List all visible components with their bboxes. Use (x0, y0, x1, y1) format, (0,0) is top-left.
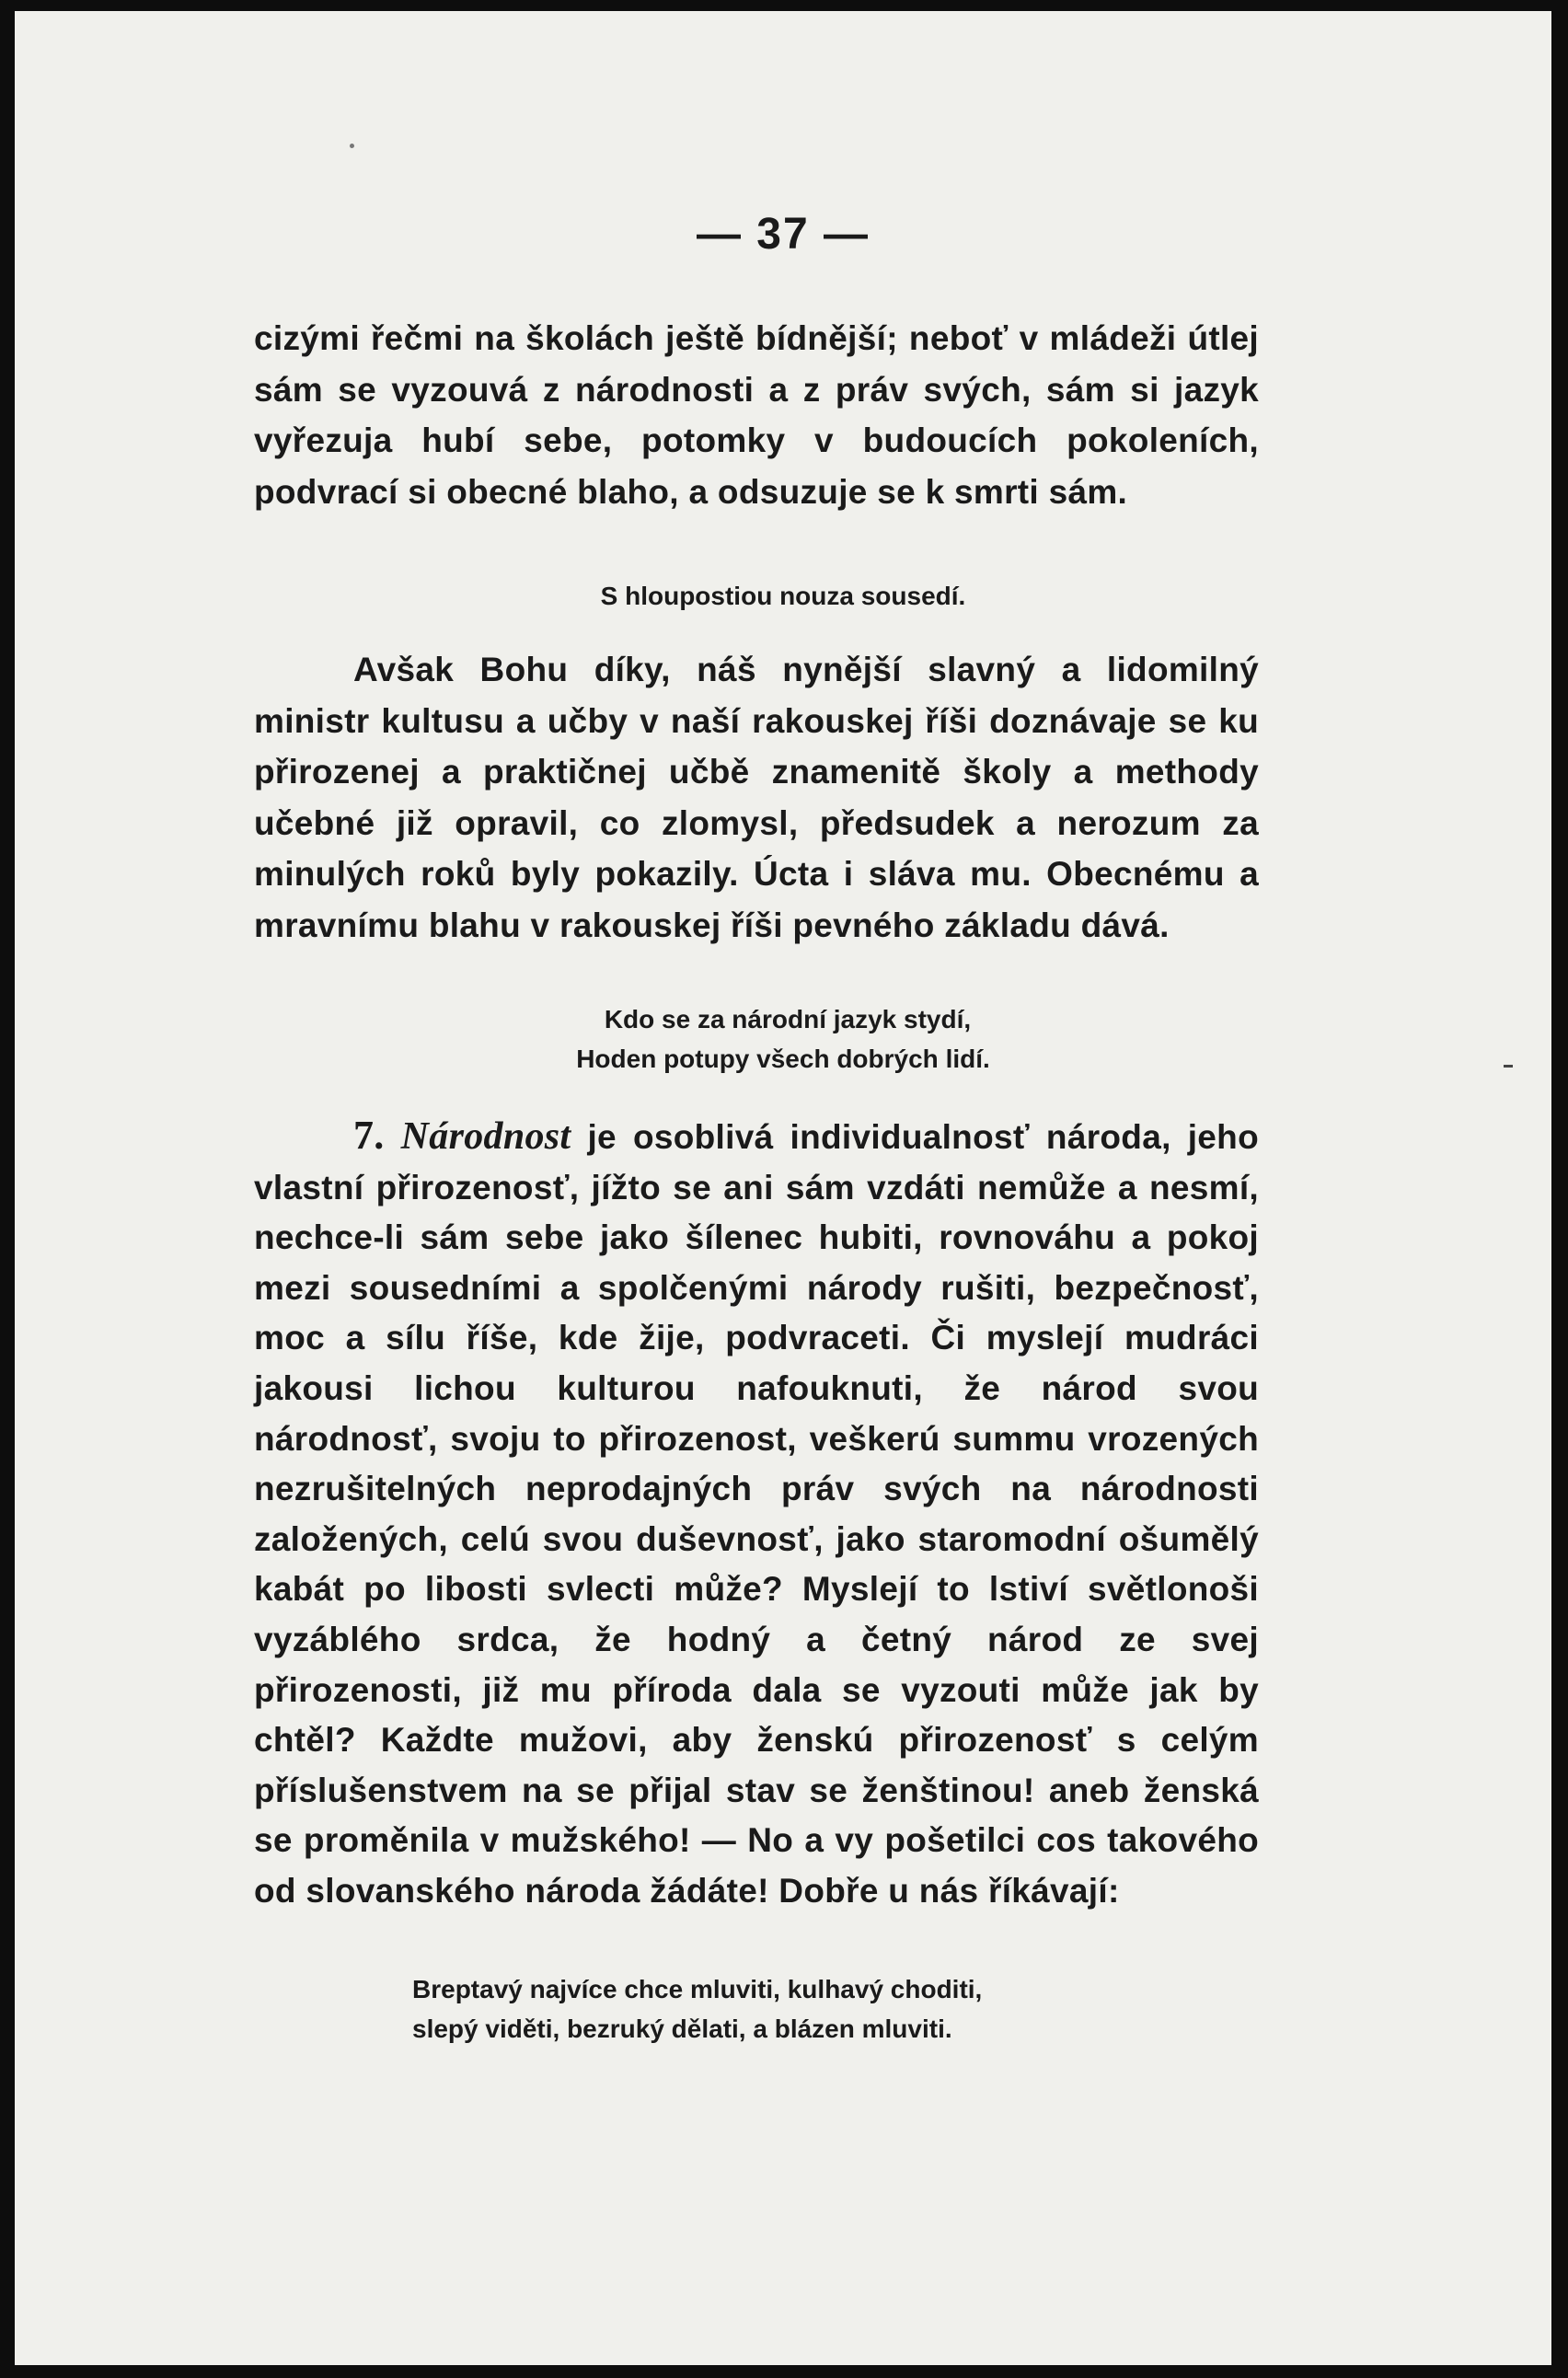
speck-mark (350, 144, 354, 148)
paragraph-3-text: je osoblivá individualnosť národa, jeho vlastní přirozenosť, jížto se ani sám vzdáti nemůže a nesmí, nechce-li sám sebe jako šílenec hubiti, rovnováhu a pokoj mezi sousedními a spolčenými národy rušiti, bezpečnosť, moc a sílu říše, kde žije, podvraceti. Či myslejí mudráci jakousi lichou kulturou nafouknuti, že národ svou národnosť, svoju to přirozenost, veškerú summu vrozených nezrušitelných neprodajných práv svých na národnosti založených, celú svou duševnosť, jako staromodní ošumělý kabát po libosti svlecti může? Myslejí to lstiví světlonoši vyzáblého srdca, že hodný a četný národ ze svej přirozenosti, již mu příroda dala se vyzouti může jak by chtěl? Každte mužovi, aby ženskú přirozenosť s celým příslušenstvem na se přijal stav se ženštinou! aneb ženská se proměnila v mužského! — No a vy pošetilci cos takového od slovanského národa žádáte! Dobře u nás říkávají: (254, 1118, 1259, 1910)
section-number: 7. (353, 1113, 385, 1158)
motto-2-line-2: Hoden potupy všech dobrých lidí. (576, 1045, 990, 1073)
motto-2-line-1: Kdo se za národní jazyk stydí, (604, 1005, 972, 1033)
motto-3 (412, 1969, 982, 2049)
paragraph-1: cizými řečmi na školách ještě bídnější; neboť v mládeži útlej sám se vyzouvá z národnosti a z práv svých, sám si jazyk vyřezuja hubí sebe, potomky v budoucích pokoleních, podvrací si obecné blaho, a odsuzuje se k smrti sám. (254, 319, 1259, 511)
section-term: Národnost (400, 1115, 571, 1158)
page-number-header: — 37 — (696, 210, 870, 259)
paragraph-2: Avšak Bohu díky, náš nynější slavný a lidomilný ministr kultusu a učby v naší rakouskej říši doznávaje se ku přirozenej a praktičnej učbě znamenitě školy a methody učebné již opravil, co zlomysl, předsudek a nerozum za minulých roků byly pokazily. Úcta i sláva mu. Obecnému a mravnímu blahu v rakouskej říši pevného základu dává. (254, 651, 1259, 944)
book-page (15, 11, 1551, 2365)
paragraph-3 (254, 1111, 1259, 1917)
margin-dash-mark (1504, 1065, 1513, 1068)
motto-2 (15, 999, 1551, 1079)
motto-3-line-2: slepý viděti, bezruký dělati, a blázen mluviti. (412, 2014, 952, 2043)
motto-1: S hloupostiou nouza sousedí. (600, 582, 966, 610)
motto-3-line-1: Breptavý najvíce chce mluviti, kulhavý choditi, (412, 1975, 983, 2003)
